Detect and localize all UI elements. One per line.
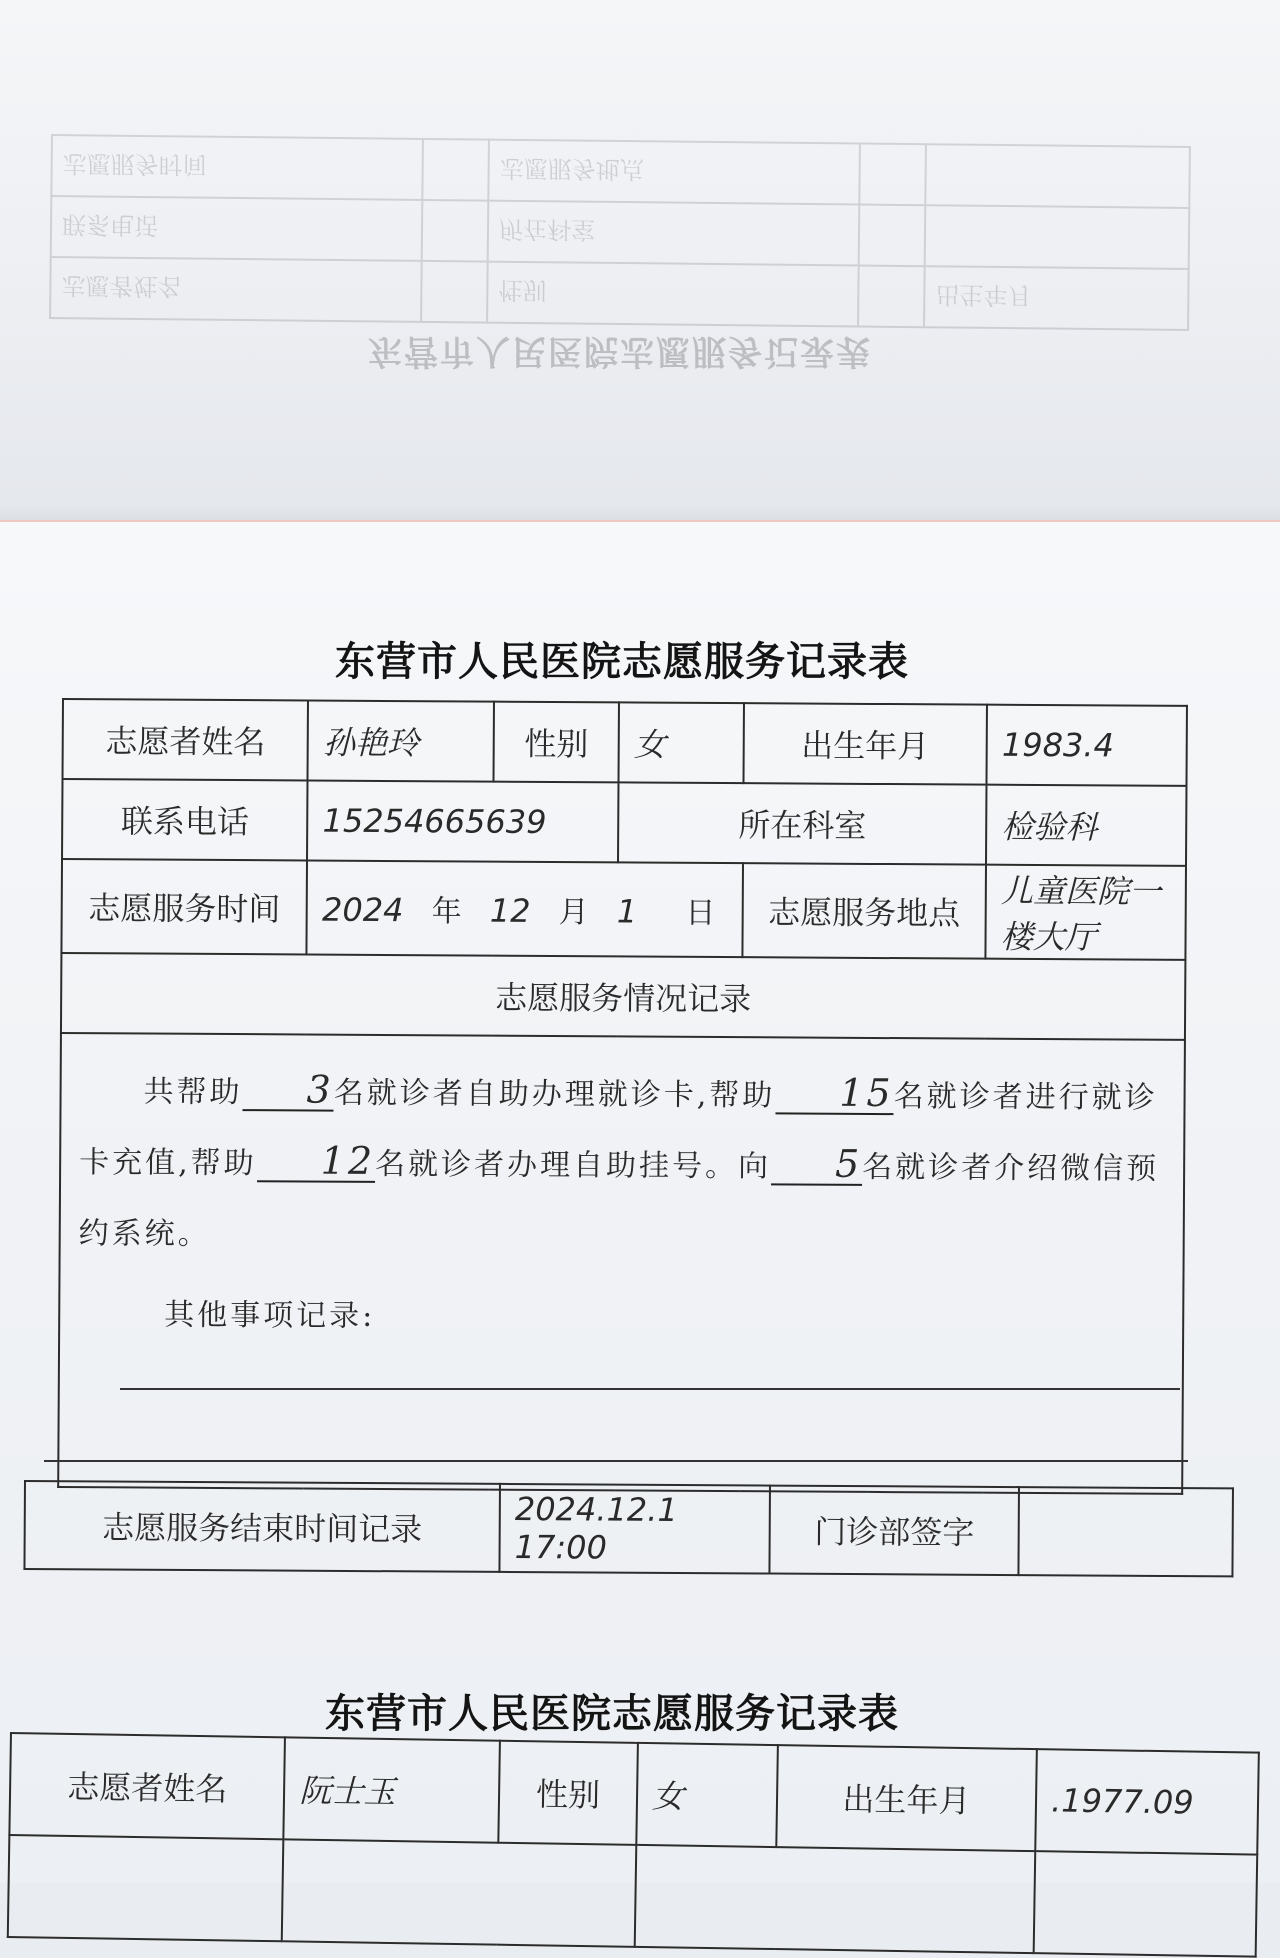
value-dept: 检验科 xyxy=(986,785,1186,866)
record-body xyxy=(58,1033,1185,1494)
value-name: 孙艳玲 xyxy=(308,701,494,782)
ghost-cell xyxy=(421,261,488,323)
label-service-place: 志愿服务地点 xyxy=(742,863,986,958)
value-year: 2024 xyxy=(321,890,404,930)
label-day: 日 xyxy=(685,895,716,931)
ghost-cell: 志愿服务地点 xyxy=(488,140,860,205)
ghost-cell: 所在科室 xyxy=(488,201,860,266)
back-sheet xyxy=(0,0,1280,525)
back-sheet-title: 东营市人民医院志愿服务记录表 xyxy=(368,331,872,371)
value-day: 1 xyxy=(616,892,638,931)
next-row-cell xyxy=(8,1835,284,1941)
label-month: 月 xyxy=(558,895,589,931)
value-end-time: 2024.12.1 17:00 xyxy=(500,1484,770,1574)
ghost-cell xyxy=(859,144,926,206)
value-service-time xyxy=(307,861,743,958)
back-sheet-table xyxy=(49,134,1191,331)
ghost-cell xyxy=(926,144,1190,208)
label-birth: 出生年月 xyxy=(743,703,987,784)
next-row-cell xyxy=(282,1839,636,1947)
blank-count-3: 12 xyxy=(257,1140,376,1183)
blank-count-1: 3 xyxy=(242,1069,333,1112)
value-phone: 15254665639 xyxy=(307,781,618,863)
label-gender: 性别 xyxy=(494,702,619,783)
value-gender: 女 xyxy=(619,702,744,783)
record-text: 名就诊者进行就诊卡充值,帮助 xyxy=(79,1079,1158,1182)
volunteer-form-table xyxy=(57,698,1188,1495)
ghost-cell: 志愿者姓名 xyxy=(50,257,422,322)
label-dept: 所在科室 xyxy=(618,782,987,864)
label-other: 其他事项记录: xyxy=(164,1297,376,1334)
other-line-2 xyxy=(44,1460,1188,1462)
record-text: 名就诊者自助办理就诊卡,帮助 xyxy=(333,1075,776,1114)
signature-field xyxy=(1019,1487,1233,1576)
ghost-cell xyxy=(422,139,489,201)
value-birth: 1983.4 xyxy=(987,705,1187,786)
record-text: 共帮助 xyxy=(143,1074,243,1111)
value-name-2: 阮士玉 xyxy=(284,1737,500,1842)
volunteer-form-table-2 xyxy=(7,1732,1260,1958)
other-line-1 xyxy=(120,1388,1180,1390)
form-title-2: 东营市人民医院志愿服务记录表 xyxy=(325,1690,899,1737)
ghost-cell xyxy=(925,205,1189,269)
ghost-cell: 联系电话 xyxy=(51,196,423,261)
ghost-cell: 出生年月 xyxy=(924,266,1188,330)
next-row-cell xyxy=(1034,1851,1257,1956)
label-name: 志愿者姓名 xyxy=(63,699,309,780)
label-birth-2: 出生年月 xyxy=(776,1745,1037,1851)
blank-count-2: 15 xyxy=(775,1072,894,1115)
front-sheet xyxy=(0,520,1280,1883)
record-text: 名就诊者办理自助挂号。向 xyxy=(374,1146,772,1185)
ghost-cell: 志愿服务时间 xyxy=(51,135,423,200)
label-name-2: 志愿者姓名 xyxy=(9,1733,285,1839)
next-row-cell xyxy=(635,1845,1036,1953)
label-phone: 联系电话 xyxy=(62,779,308,860)
end-time-table xyxy=(23,1480,1234,1577)
value-gender-2: 女 xyxy=(636,1743,777,1847)
ghost-cell xyxy=(422,200,489,262)
blank-count-4: 5 xyxy=(771,1143,862,1186)
record-heading: 志愿服务情况记录 xyxy=(61,953,1185,1040)
label-service-time: 志愿服务时间 xyxy=(61,859,307,954)
form-title: 东营市人民医院志愿服务记录表 xyxy=(335,638,909,685)
ghost-cell: 性别 xyxy=(487,262,859,327)
ghost-cell xyxy=(858,266,925,328)
value-month: 12 xyxy=(489,891,531,930)
label-gender-2: 性别 xyxy=(498,1741,637,1845)
value-service-place: 儿童医院一楼大厅 xyxy=(986,865,1186,960)
label-year: 年 xyxy=(431,894,462,930)
record-text: 名就诊者介绍微信预约系统。 xyxy=(78,1149,1160,1252)
label-end-time: 志愿服务结束时间记录 xyxy=(24,1481,500,1572)
record-paragraph xyxy=(79,1056,1170,1276)
value-birth-2: .1977.09 xyxy=(1035,1749,1258,1854)
label-signature: 门诊部签字 xyxy=(769,1486,1019,1576)
ghost-cell xyxy=(859,205,926,267)
